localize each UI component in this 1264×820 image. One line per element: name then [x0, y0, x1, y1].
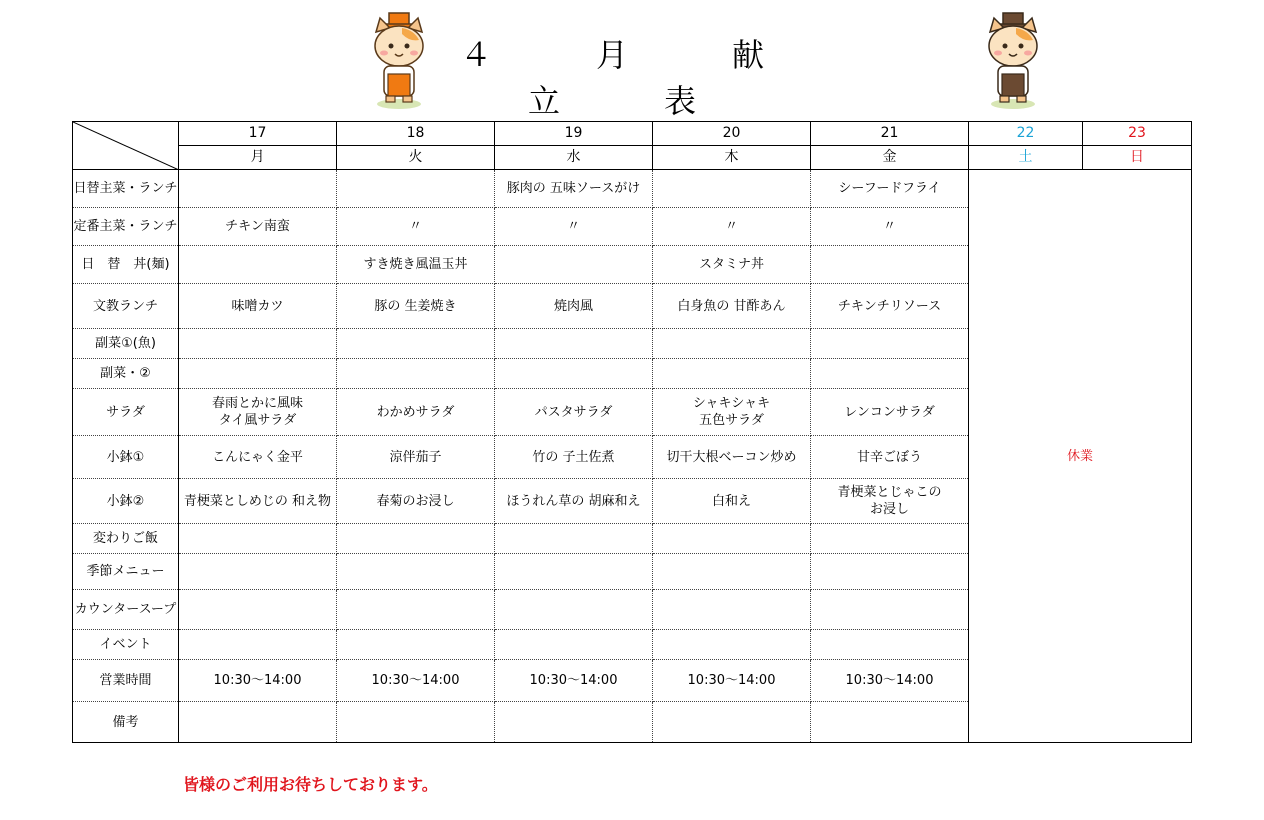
menu-cell: [179, 554, 337, 590]
menu-cell: [811, 702, 969, 743]
menu-cell: 青梗菜とじゃこの お浸し: [811, 479, 969, 524]
menu-cell: 甘辛ごぼう: [811, 436, 969, 479]
date-header-22: 22: [969, 122, 1083, 146]
menu-cell: こんにゃく金平: [179, 436, 337, 479]
menu-cell: [495, 590, 653, 630]
menu-cell: 豚肉の 五味ソースがけ: [495, 170, 653, 208]
menu-cell: [653, 630, 811, 660]
weekend-closed-label: 休業: [969, 170, 1192, 743]
menu-cell: [337, 329, 495, 359]
menu-cell: チキンチリソース: [811, 284, 969, 329]
menu-cell: 青梗菜としめじの 和え物: [179, 479, 337, 524]
menu-cell: [337, 630, 495, 660]
menu-cell: [811, 359, 969, 389]
menu-cell: [653, 590, 811, 630]
menu-cell: 涼伴茄子: [337, 436, 495, 479]
menu-cell: 10:30～14:00: [495, 660, 653, 702]
menu-cell: [811, 246, 969, 284]
menu-cell: チキン南蛮: [179, 208, 337, 246]
menu-cell: 10:30～14:00: [337, 660, 495, 702]
date-header-21: 21: [811, 122, 969, 146]
menu-cell: [495, 246, 653, 284]
menu-cell: 〃: [337, 208, 495, 246]
row-label: 季節メニュー: [73, 554, 179, 590]
menu-cell: [337, 554, 495, 590]
menu-cell: [811, 329, 969, 359]
weekday-header-3: 木: [653, 146, 811, 170]
menu-cell: シーフードフライ: [811, 170, 969, 208]
row-label: 日替主菜・ランチ: [73, 170, 179, 208]
menu-cell: 春雨とかに風味 タイ風サラダ: [179, 389, 337, 436]
menu-cell: 白和え: [653, 479, 811, 524]
row-label: 営業時間: [73, 660, 179, 702]
row-label: 備考: [73, 702, 179, 743]
menu-cell: [653, 554, 811, 590]
date-header-23: 23: [1083, 122, 1192, 146]
menu-cell: [179, 590, 337, 630]
menu-cell: [179, 329, 337, 359]
row-label: 小鉢①: [73, 436, 179, 479]
menu-cell: [653, 524, 811, 554]
row-label: イベント: [73, 630, 179, 660]
menu-cell: [179, 170, 337, 208]
menu-cell: 春菊のお浸し: [337, 479, 495, 524]
menu-cell: [653, 359, 811, 389]
menu-cell: [653, 702, 811, 743]
menu-cell: ほうれん草の 胡麻和え: [495, 479, 653, 524]
menu-cell: [495, 554, 653, 590]
menu-cell: 焼肉風: [495, 284, 653, 329]
page-title: ４ 月 献 立 表: [459, 36, 869, 120]
menu-cell: すき焼き風温玉丼: [337, 246, 495, 284]
menu-cell: 10:30～14:00: [811, 660, 969, 702]
menu-cell: 味噌カツ: [179, 284, 337, 329]
footer-message: 皆様のご利用お待ちしております。: [183, 775, 438, 794]
weekday-header-6: 日: [1083, 146, 1192, 170]
menu-cell: 〃: [811, 208, 969, 246]
weekday-header-1: 火: [337, 146, 495, 170]
menu-cell: [337, 590, 495, 630]
menu-cell: [495, 524, 653, 554]
menu-table: [72, 121, 1192, 743]
menu-cell: [179, 702, 337, 743]
date-header-18: 18: [337, 122, 495, 146]
menu-cell: シャキシャキ 五色サラダ: [653, 389, 811, 436]
menu-cell: 10:30～14:00: [653, 660, 811, 702]
weekday-header-2: 水: [495, 146, 653, 170]
menu-cell: スタミナ丼: [653, 246, 811, 284]
row-label: 文教ランチ: [73, 284, 179, 329]
row-label: サラダ: [73, 389, 179, 436]
menu-cell: [337, 359, 495, 389]
cat-mascot-right-icon: [978, 10, 1048, 110]
row-label: カウンタースープ: [73, 590, 179, 630]
menu-cell: [337, 170, 495, 208]
menu-cell: [653, 170, 811, 208]
menu-cell: [179, 630, 337, 660]
menu-cell: [495, 329, 653, 359]
menu-cell: 〃: [653, 208, 811, 246]
row-label: 小鉢②: [73, 479, 179, 524]
menu-cell: [179, 246, 337, 284]
menu-cell: 竹の 子土佐煮: [495, 436, 653, 479]
menu-cell: [653, 329, 811, 359]
menu-cell: 〃: [495, 208, 653, 246]
cat-mascot-left-icon: [364, 10, 434, 110]
weekday-header-0: 月: [179, 146, 337, 170]
date-header-19: 19: [495, 122, 653, 146]
weekday-header-5: 土: [969, 146, 1083, 170]
corner-diagonal-cell: [73, 122, 179, 170]
menu-cell: [495, 630, 653, 660]
menu-cell: レンコンサラダ: [811, 389, 969, 436]
menu-cell: [337, 702, 495, 743]
row-label: 日 替 丼(麺): [73, 246, 179, 284]
menu-cell: [179, 359, 337, 389]
table-row: [73, 170, 1192, 208]
menu-cell: [811, 590, 969, 630]
menu-cell: 切干大根ベーコン炒め: [653, 436, 811, 479]
row-label: 定番主菜・ランチ: [73, 208, 179, 246]
weekday-header-4: 金: [811, 146, 969, 170]
row-label: 副菜①(魚): [73, 329, 179, 359]
menu-cell: 豚の 生姜焼き: [337, 284, 495, 329]
row-label: 変わりご飯: [73, 524, 179, 554]
menu-cell: [495, 359, 653, 389]
date-header-17: 17: [179, 122, 337, 146]
menu-cell: [811, 524, 969, 554]
menu-cell: [811, 554, 969, 590]
menu-cell: [179, 524, 337, 554]
row-label: 副菜・②: [73, 359, 179, 389]
menu-cell: [337, 524, 495, 554]
menu-cell: パスタサラダ: [495, 389, 653, 436]
menu-cell: わかめサラダ: [337, 389, 495, 436]
menu-cell: [495, 702, 653, 743]
menu-cell: 10:30～14:00: [179, 660, 337, 702]
date-header-20: 20: [653, 122, 811, 146]
menu-cell: [811, 630, 969, 660]
menu-cell: 白身魚の 甘酢あん: [653, 284, 811, 329]
